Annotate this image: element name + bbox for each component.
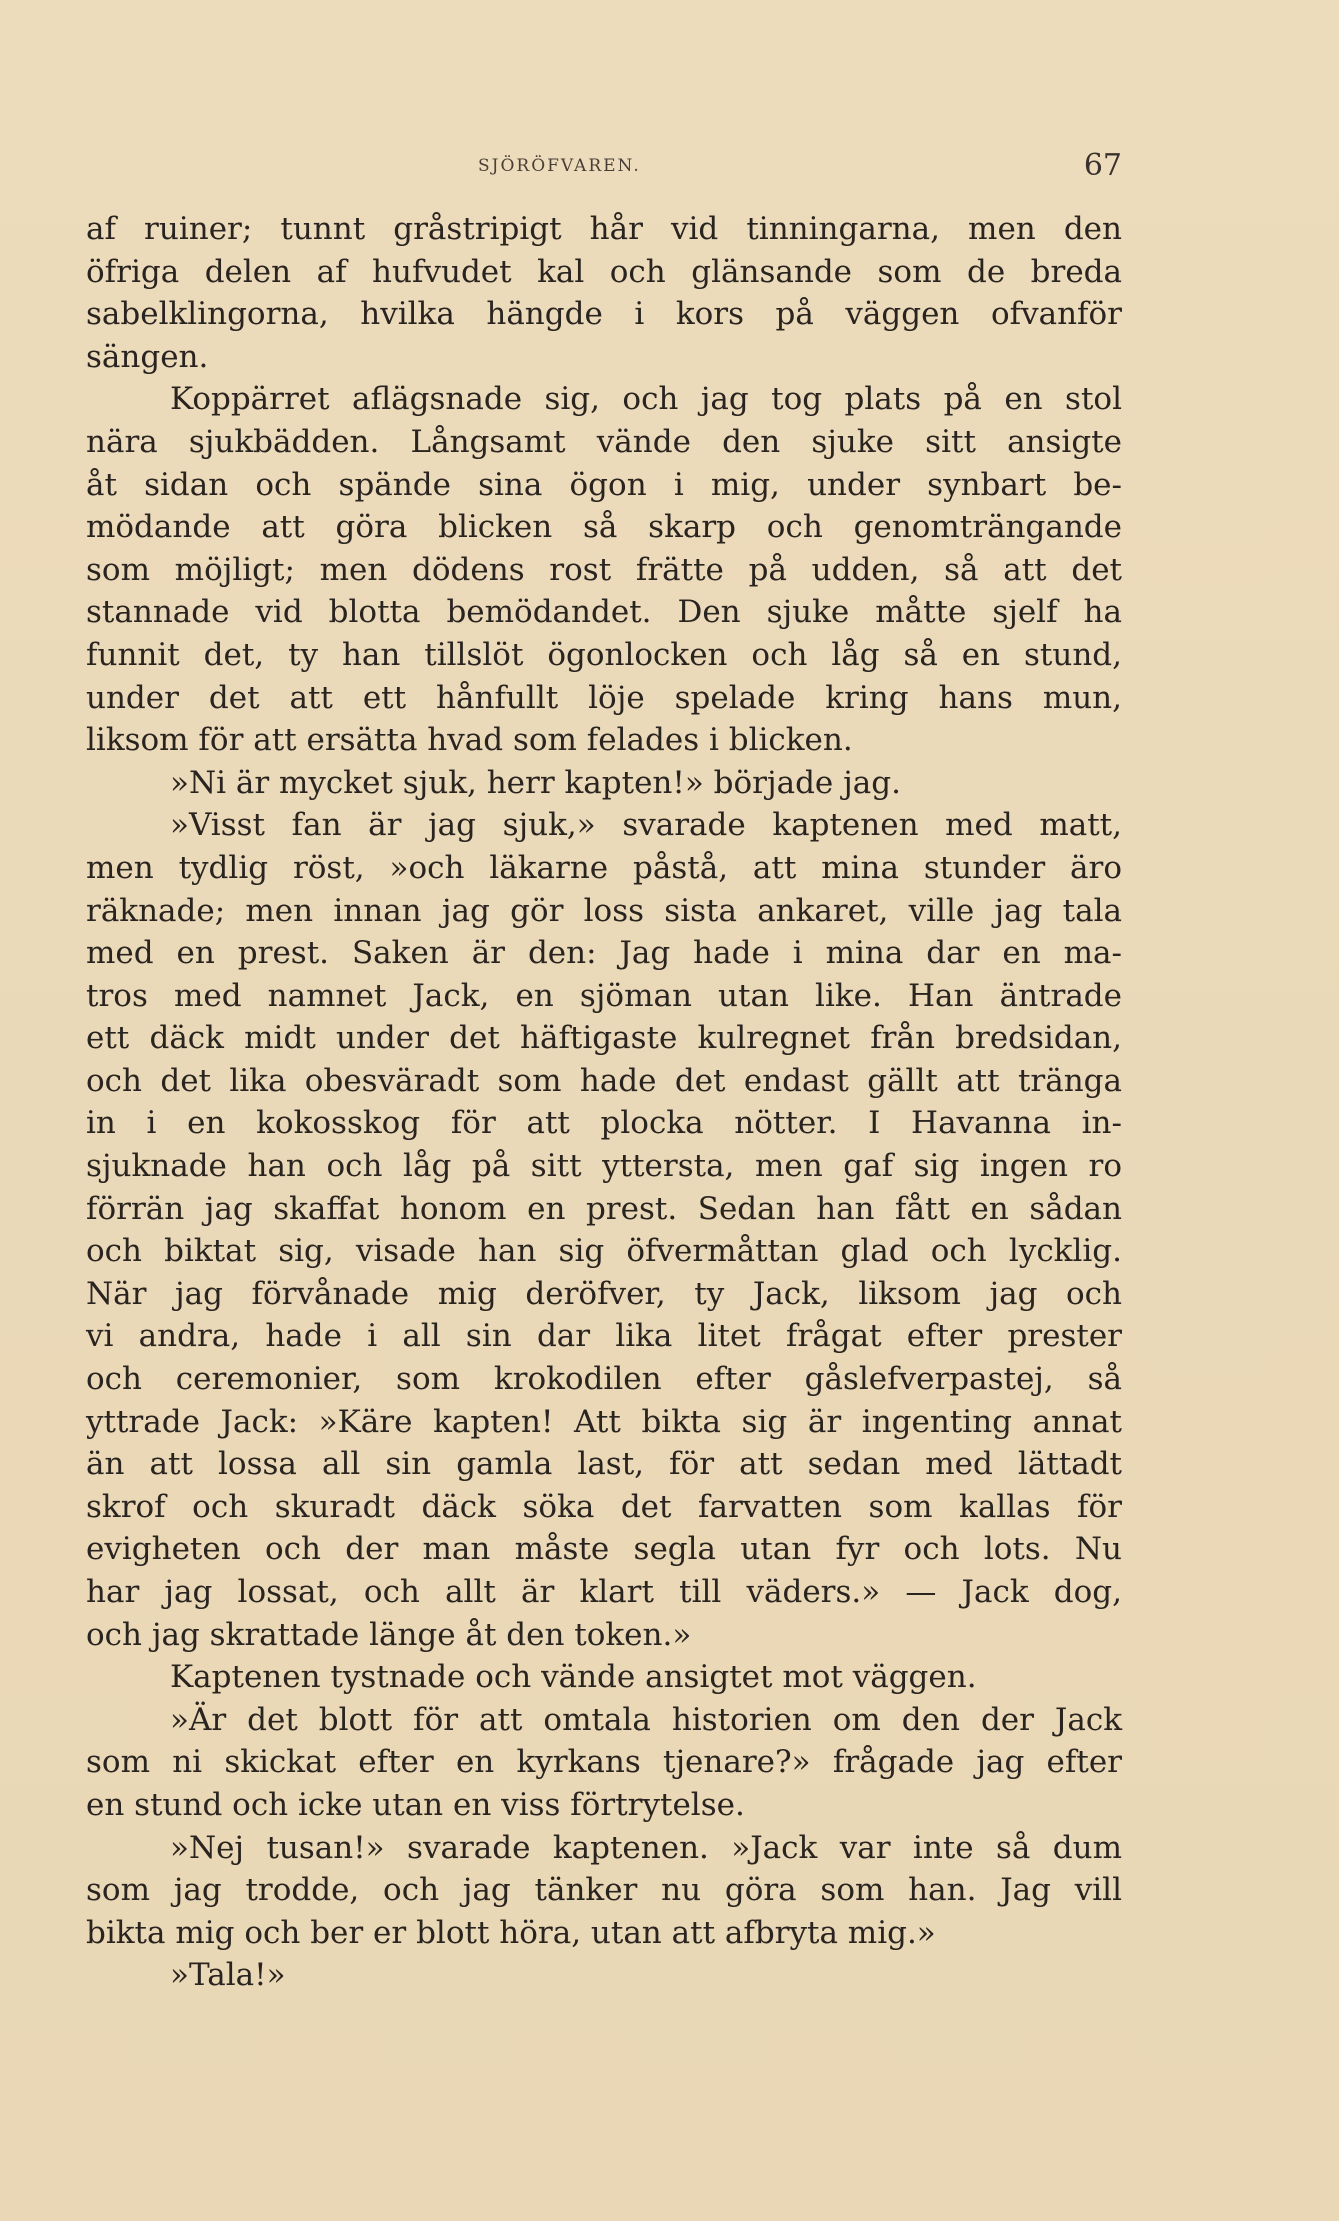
text-line: »Ni är mycket sjuk, herr kapten!» började jag. xyxy=(170,764,901,801)
text-line: nära sjukbädden. Långsamt vände den sjuke sitt ansigte xyxy=(86,423,1122,460)
text-line: än att lossa all sin gamla last, för att sedan med lättadt xyxy=(86,1446,1122,1483)
body-text xyxy=(86,208,1122,1997)
text-line: af ruiner; tunnt gråstripigt hår vid tinningarna, men den xyxy=(86,211,1122,247)
text-line: tros med namnet Jack, en sjöman utan like. Han äntrade xyxy=(86,977,1122,1014)
text-line: bikta mig och ber er blott höra, utan att afbryta mig.» xyxy=(86,1914,936,1951)
text-line: och det lika obesväradt som hade det endast gällt att tränga xyxy=(86,1062,1122,1099)
text-line: Kaptenen tystnade och vände ansigtet mot väggen. xyxy=(170,1659,977,1696)
text-line: skrof och skuradt däck söka det farvatten som kallas för xyxy=(86,1488,1122,1525)
text-line: som ni skickat efter en kyrkans tjenare?» frågade jag efter xyxy=(86,1744,1122,1781)
text-line: men tydlig röst, »och läkarne påstå, att mina stunder äro xyxy=(86,849,1122,886)
text-line: evigheten och der man måste segla utan fyr och lots. Nu xyxy=(86,1531,1122,1568)
text-line: »Tala!» xyxy=(170,1957,286,1994)
text-line: Koppärret aflägsnade sig, och jag tog plats på en stol xyxy=(170,381,1122,418)
text-line: stannade vid blotta bemödandet. Den sjuke måtte sjelf ha xyxy=(86,594,1122,631)
text-line: öfriga delen af hufvudet kal och glänsande som de breda xyxy=(86,253,1122,290)
text-line: sabelklingorna, hvilka hängde i kors på väggen ofvanför xyxy=(86,296,1122,333)
text-line: och ceremonier, som krokodilen efter gåslefverpastej, så xyxy=(86,1361,1122,1398)
text-line: har jag lossat, och allt är klart till väders.» — Jack dog, xyxy=(86,1574,1122,1610)
text-line: in i en kokosskog för att plocka nötter. I Havanna in- xyxy=(86,1105,1122,1142)
text-line: som jag trodde, och jag tänker nu göra som han. Jag vill xyxy=(86,1872,1122,1909)
text-line: yttrade Jack: »Käre kapten! Att bikta sig är ingenting annat xyxy=(86,1403,1122,1440)
text-line: vi andra, hade i all sin dar lika litet frågat efter prester xyxy=(86,1318,1122,1355)
text-line: en stund och icke utan en viss förtrytelse. xyxy=(86,1786,745,1823)
text-line: funnit det, ty han tillslöt ögonlocken och låg så en stund, xyxy=(86,636,1122,673)
text-line: och jag skrattade länge åt den token.» xyxy=(86,1616,692,1653)
running-head: SJÖRÖFVAREN. xyxy=(478,156,641,176)
text-line: »Visst fan är jag sjuk,» svarade kaptenen med matt, xyxy=(170,807,1122,844)
text-line: »Nej tusan!» svarade kaptenen. »Jack var inte så dum xyxy=(170,1829,1122,1866)
text-line: under det att ett hånfullt löje spelade kring hans mun, xyxy=(86,679,1122,716)
text-line: med en prest. Saken är den: Jag hade i mina dar en ma- xyxy=(86,935,1122,972)
text-line: sängen. xyxy=(86,338,209,375)
text-line: som möjligt; men dödens rost frätte på udden, så att det xyxy=(86,551,1122,588)
text-line: åt sidan och spände sina ögon i mig, under synbart be- xyxy=(86,466,1122,503)
text-line: »Är det blott för att omtala historien om den der Jack xyxy=(170,1701,1122,1738)
text-line: och biktat sig, visade han sig öfvermåttan glad och lycklig. xyxy=(86,1233,1122,1270)
text-line: räknade; men innan jag gör loss sista ankaret, ville jag tala xyxy=(86,892,1122,929)
text-line: När jag förvånade mig deröfver, ty Jack, liksom jag och xyxy=(86,1275,1122,1312)
text-line: liksom för att ersätta hvad som felades i blicken. xyxy=(86,722,853,759)
text-line: ett däck midt under det häftigaste kulregnet från bredsidan, xyxy=(86,1020,1122,1057)
text-line: förrän jag skaffat honom en prest. Sedan han fått en sådan xyxy=(86,1190,1122,1227)
page-header xyxy=(86,148,1122,188)
text-line: sjuknade han och låg på sitt yttersta, men gaf sig ingen ro xyxy=(86,1148,1122,1185)
page-number: 67 xyxy=(1083,148,1122,183)
text-line: mödande att göra blicken så skarp och genomträngande xyxy=(86,509,1122,546)
